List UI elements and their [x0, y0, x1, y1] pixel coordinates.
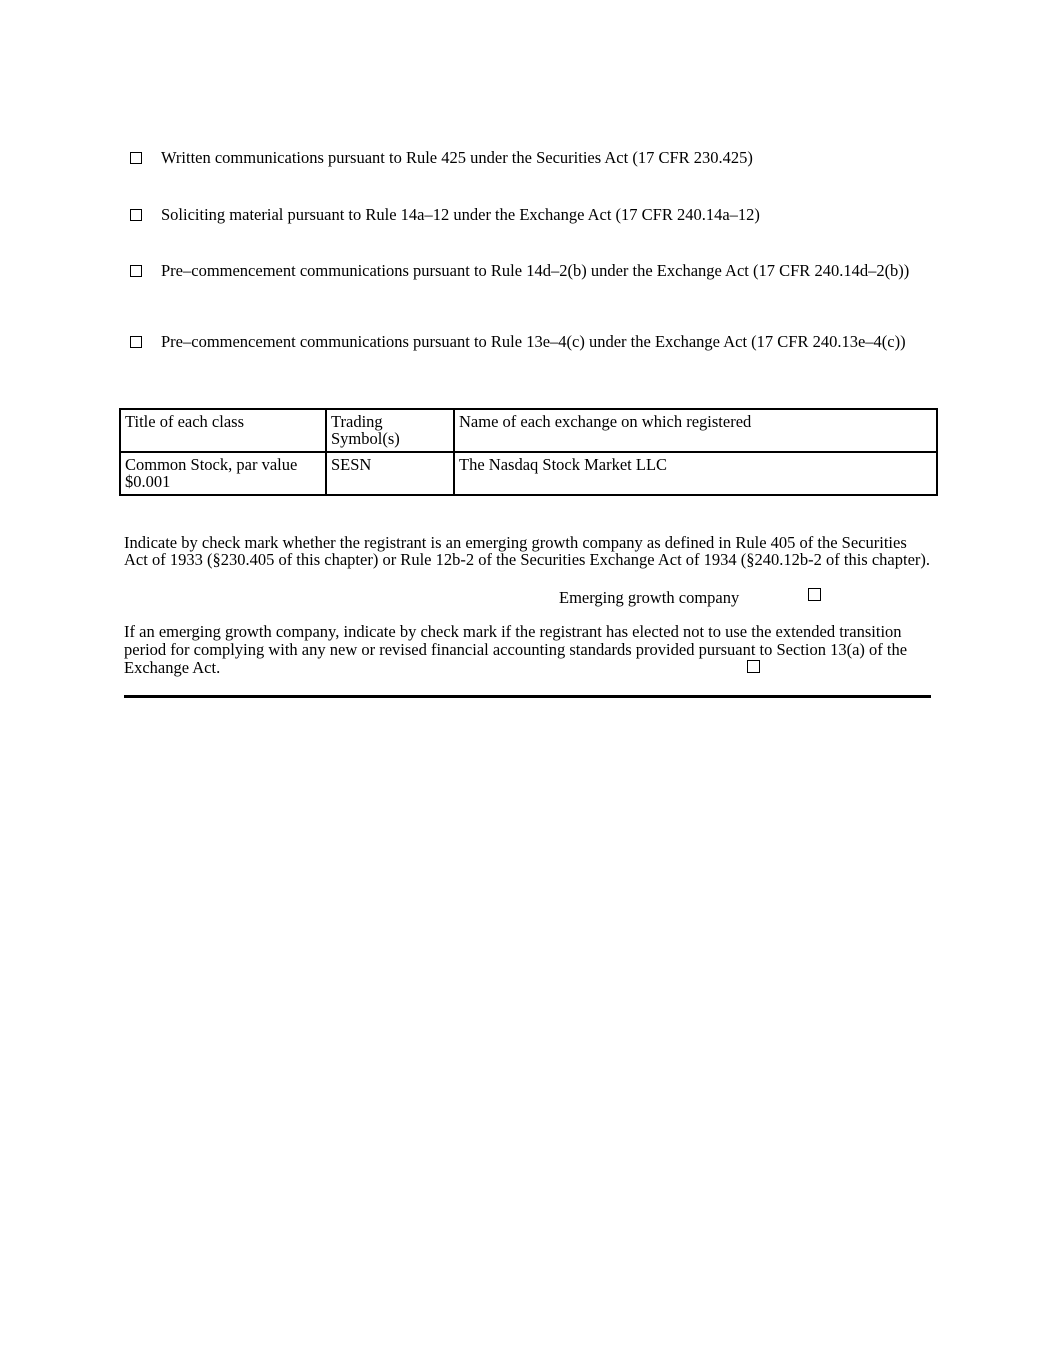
header-trading-symbol: Trading Symbol(s): [326, 409, 454, 452]
checkbox-label-rule-13e-4c: Pre–commencement communications pursuant to Rule 13e–4(c) under the Exchange Act (17 CFR 240.13e–4(c)): [161, 332, 906, 351]
divider-rule: [124, 695, 931, 698]
emerging-growth-checkbox[interactable]: [808, 588, 821, 601]
checkbox-rule-13e-4c[interactable]: [130, 336, 142, 348]
cell-class-title: Common Stock, par value $0.001: [120, 452, 326, 495]
emerging-growth-question: Indicate by check mark whether the registrant is an emerging growth company as defined in Rule 405 of the Securities Act of 1933 (§230.405 of this chapter) or Rule 12b-2 of the Securities Exchange Act of 1934 (§240.12b-2 of this chapter).: [124, 533, 931, 569]
checkbox-rule-14a-12[interactable]: [130, 209, 142, 221]
checkbox-label-rule-14a-12: Soliciting material pursuant to Rule 14a–12 under the Exchange Act (17 CFR 240.14a–12): [161, 205, 760, 224]
checkbox-label-rule-14d-2b: Pre–commencement communications pursuant to Rule 14d–2(b) under the Exchange Act (17 CFR 240.14d–2(b)): [161, 261, 910, 280]
header-exchange-name: Name of each exchange on which registered: [454, 409, 937, 452]
table-header-row: [120, 409, 937, 452]
extended-transition-checkbox[interactable]: [747, 660, 760, 673]
checkbox-label-rule-425: Written communications pursuant to Rule 425 under the Securities Act (17 CFR 230.425): [161, 148, 753, 167]
securities-table: [119, 408, 938, 496]
cell-exchange-name: The Nasdaq Stock Market LLC: [454, 452, 937, 495]
extended-transition-question: If an emerging growth company, indicate by check mark if the registrant has elected not to use the extended transition period for complying with any new or revised financial accounting standards provided pursuant to Section 13(a) of the Exchange Act.: [124, 622, 908, 677]
emerging-growth-label: Emerging growth company: [559, 588, 740, 607]
header-title-of-class: Title of each class: [120, 409, 326, 452]
table-row: [120, 452, 937, 495]
checkbox-rule-14d-2b[interactable]: [130, 265, 142, 277]
cell-trading-symbol: SESN: [326, 452, 454, 495]
checkbox-rule-425[interactable]: [130, 152, 142, 164]
